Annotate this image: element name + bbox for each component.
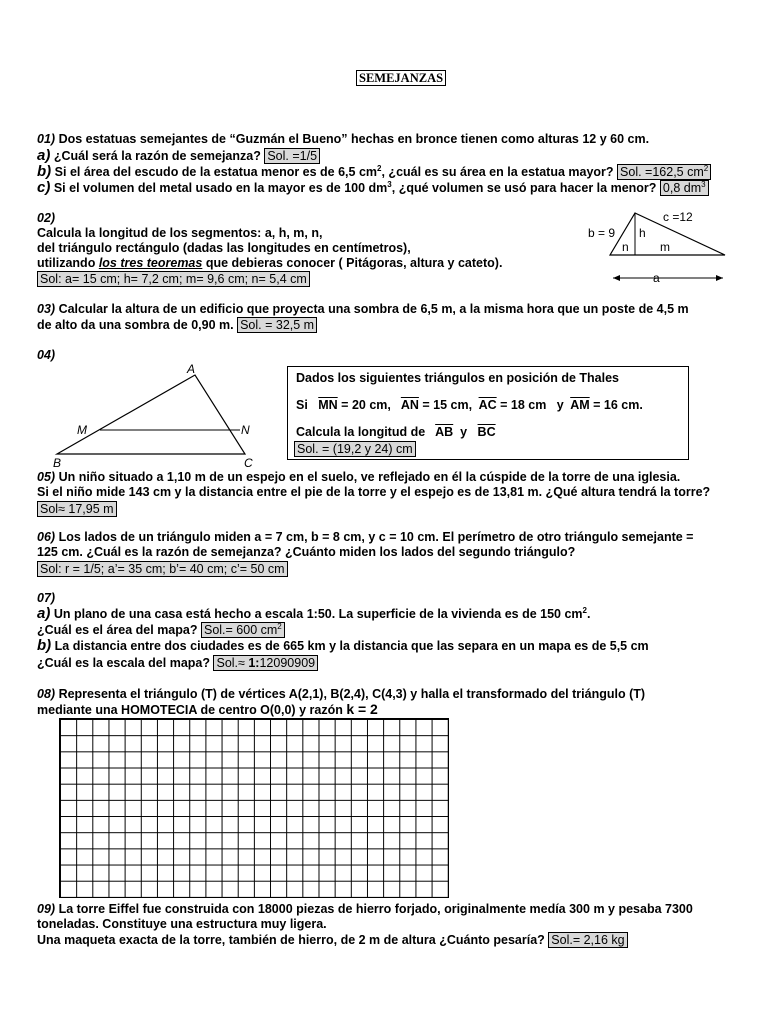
problem-02-solution: Sol: a= 15 cm; h= 7,2 cm; m= 9,6 cm; n= 5,4 cm xyxy=(37,271,310,287)
problem-04-solution-row xyxy=(294,441,416,457)
problem-03-solution: Sol. = 32,5 m xyxy=(237,317,317,333)
page-title: SEMEJANZAS xyxy=(356,70,446,86)
problem-01a xyxy=(37,148,320,164)
problem-01a-text: ¿Cuál será la razón de semejanza? xyxy=(53,149,261,163)
problem-06-solution-row xyxy=(37,561,288,577)
fig-label-c: c =12 xyxy=(663,210,693,224)
problem-05-line-1: 05) Un niño situado a 1,10 m de un espejo en el suelo, ve reflejado en él la cúspide de la torre de una iglesia. xyxy=(37,470,681,484)
point-M: M xyxy=(77,423,87,437)
problem-01a-solution: Sol. =1/5 xyxy=(264,148,320,164)
problem-01b-solution: Sol. =162,5 $cm^2$ xyxy=(617,164,711,180)
problem-07-number: 07) xyxy=(37,591,56,605)
problem-04-number: 04) xyxy=(37,348,56,362)
graph-paper-grid xyxy=(59,718,449,898)
problem-09-line-2: toneladas. Constituye una estructura muy ligera. xyxy=(37,917,327,931)
problem-01-statement xyxy=(37,132,649,147)
problem-06-solution: Sol: r = 1/5; a’= 35 cm; b’= 40 cm; c’= 50 cm xyxy=(37,561,288,577)
problem-05-solution-row xyxy=(37,501,117,517)
fig-label-a: a xyxy=(653,271,660,285)
fig-label-n: n xyxy=(622,240,629,254)
problem-09-number: 09) xyxy=(37,902,56,916)
problem-08-number: 08) xyxy=(37,687,56,701)
problem-09-line-3: Una maqueta exacta de la torre, también de hierro, de 2 m de altura ¿Cuánto pesaría? Sol.= 2,16 kg xyxy=(37,932,628,948)
problem-01-number: 01) xyxy=(37,132,56,146)
problem-01c-label: c) xyxy=(37,179,51,196)
right-triangle-figure xyxy=(585,205,735,290)
problem-09-line-1: 09) La torre Eiffel fue construida con 18000 piezas de hierro forjado, originalmente medía 300 m y pesaba 7300 xyxy=(37,902,693,916)
problem-06-number: 06) xyxy=(37,530,56,544)
problem-07b: b) La distancia entre dos ciudades es de 665 km y la distancia que las separa en un mapa es de 5,5 cm xyxy=(37,637,649,654)
problem-05-solution: Sol≈ 17,95 m xyxy=(37,501,117,517)
problem-01b-label: b) xyxy=(37,163,52,180)
three-theorems-emphasis: los tres teoremas xyxy=(98,256,203,270)
vertex-C: C xyxy=(244,456,253,470)
problem-06-line-2: 125 cm. ¿Cuál es la razón de semejanza? ¿Cuánto miden los lados del segundo triángulo? xyxy=(37,545,576,559)
problem-01b-text-1: Si el área del escudo de la estatua menor es de 6,5 cm xyxy=(54,165,378,179)
problem-07b-label: b) xyxy=(37,637,52,654)
problem-08-line-2: mediante una HOMOTECIA de centro O(0,0) y razón k = 2 xyxy=(37,701,378,717)
problem-07b-question: ¿Cuál es la escala del mapa? Sol.≈ 1:12090909 xyxy=(37,655,318,671)
problem-07a-solution: Sol.= 600 $cm^2$ xyxy=(201,622,285,638)
problem-01c-solution: 0,8 $dm^3$ xyxy=(660,180,709,196)
problem-07a-question: ¿Cuál es el área del mapa? Sol.= 600 $cm^2$ xyxy=(37,622,285,638)
problem-08-line-1: 08) Representa el triángulo (T) de vértices A(2,1), B(2,4), C(4,3) y halla el transformado del triángulo (T) xyxy=(37,687,646,701)
fig-label-h: h xyxy=(639,226,646,240)
problem-02-line-2: del triángulo rectángulo (dadas las longitudes en centímetros), xyxy=(37,241,411,255)
problem-04-solution: Sol. = (19,2 y 24) cm xyxy=(294,441,416,457)
problem-05-line-2: Si el niño mide 143 cm y la distancia entre el pie de la torre y el espejo es de 13,81 m. ¿Qué altura tendrá la torre? xyxy=(37,485,711,499)
problem-01a-label: a) xyxy=(37,147,51,164)
problem-03-line-2: de alto da una sombra de 0,90 m. Sol. = 32,5 m xyxy=(37,317,317,333)
problem-03-line-1: 03) Calcular la altura de un edificio que proyecta una sombra de 6,5 m, a la misma hora que un poste de 4,5 m xyxy=(37,302,689,316)
fig-label-m: m xyxy=(660,240,670,254)
thales-box-title: Dados los siguientes triángulos en posición de Thales xyxy=(296,371,619,385)
problem-01-text: Dos estatuas semejantes de “Guzmán el Bueno” hechas en bronce tienen como alturas 12 y 60 cm. xyxy=(58,132,650,146)
problem-06-line-1: 06) Los lados de un triángulo miden a = 7 cm, b = 8 cm, y c = 10 cm. El perímetro de otro triángulo semejante = xyxy=(37,530,694,544)
vertex-A: A xyxy=(187,362,196,376)
problem-02-number: 02) xyxy=(37,211,56,225)
problem-05-number: 05) xyxy=(37,470,56,484)
problem-09-solution: Sol.= 2,16 kg xyxy=(548,932,627,948)
problem-01c-text-1: Si el volumen del metal usado en la mayor es de 100 dm xyxy=(53,181,388,195)
problem-03-number: 03) xyxy=(37,302,56,316)
problem-01b-text-2: , ¿cuál es su área en la estatua mayor? xyxy=(381,165,614,179)
superscript: 2 xyxy=(377,164,382,173)
problem-02-line-1: Calcula la longitud de los segmentos: a, h, m, n, xyxy=(37,226,323,240)
problem-01b xyxy=(37,164,711,180)
thales-triangle-figure xyxy=(45,360,270,472)
thales-question: Calcula la longitud de $\overline{AB}$ y $\overline{BC}$ xyxy=(296,425,496,439)
thales-given-values: Si $\overline{MN} = 20$ cm, $\overline{AN} = 15$ cm, $\overline{AC} = 18$ cm y $\overline{AM} = 16$ cm. xyxy=(296,398,643,412)
point-N: N xyxy=(241,423,250,437)
problem-02-solution-row xyxy=(37,271,310,287)
fig-label-b: b = 9 xyxy=(588,226,616,240)
problem-07a: a) Un plano de una casa está hecho a escala 1:50. La superficie de la vivienda es de 150 $cm^2$. xyxy=(37,605,591,622)
problem-07a-label: a) xyxy=(37,605,51,622)
problem-07b-solution: Sol.≈ 1:12090909 xyxy=(213,655,318,671)
superscript: 3 xyxy=(387,180,392,189)
problem-01c xyxy=(37,180,709,196)
vertex-B: B xyxy=(53,456,62,470)
problem-01c-text-2: , ¿qué volumen se usó para hacer la menor? xyxy=(391,181,657,195)
problem-02-line-3: utilizando los tres teoremas que debieras conocer ( Pitágoras, altura y cateto). xyxy=(37,256,503,270)
